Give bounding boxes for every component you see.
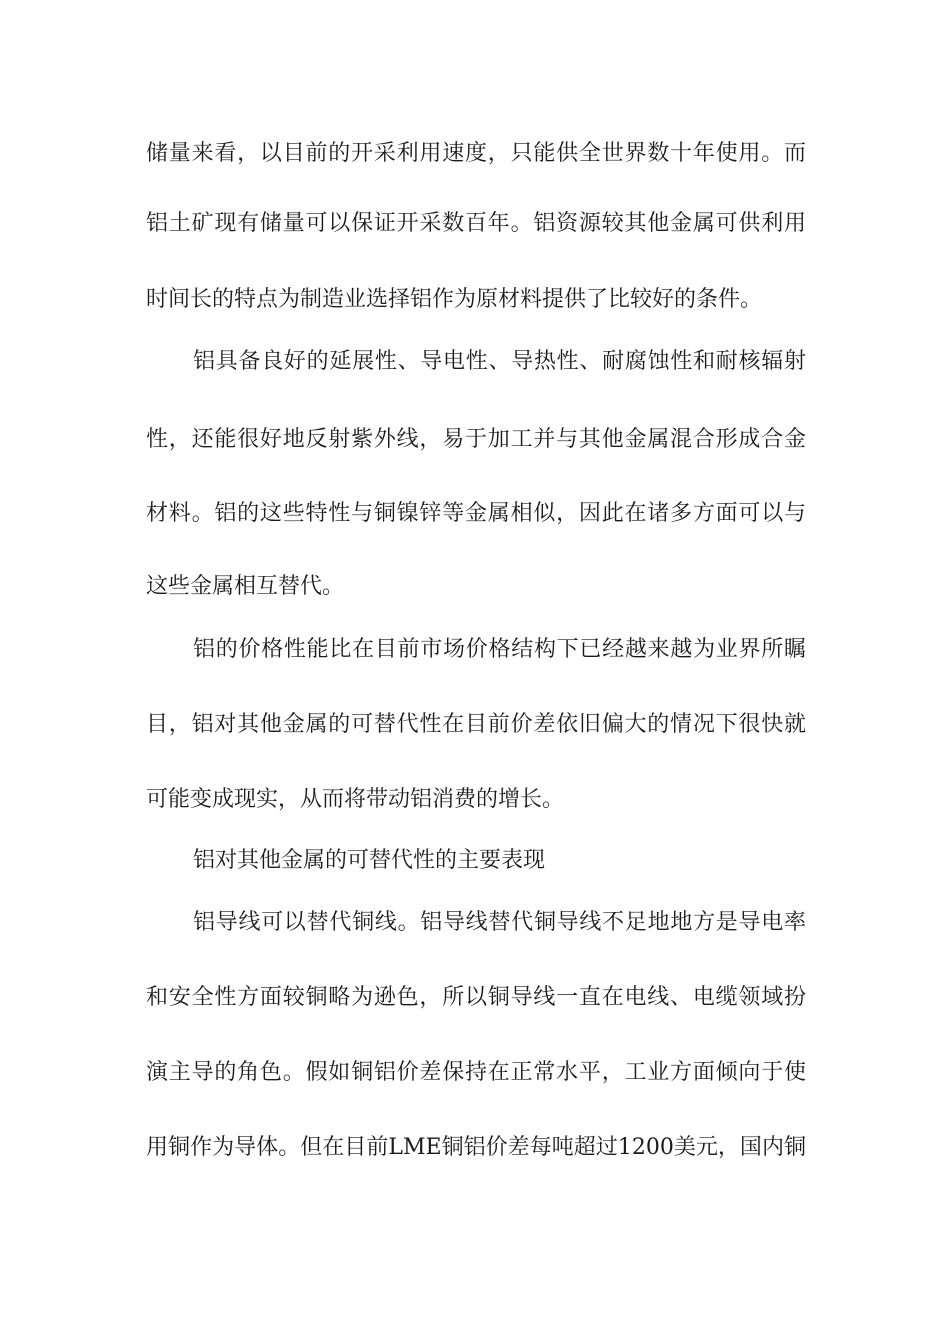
text-line: 演主导的角色。假如铜铝价差保持在正常水平，工业方面倾向于使 xyxy=(146,1060,806,1085)
text-line: 时间长的特点为制造业选择铝作为原材料提供了比较好的条件。 xyxy=(146,287,763,312)
text-line: 和安全性方面较铜略为逊色，所以铜导线一直在电线、电缆领域扮 xyxy=(146,985,806,1010)
text-line: 铝土矿现有储量可以保证开采数百年。铝资源较其他金属可供利用 xyxy=(146,211,806,236)
text-line: 用铜作为导体。但在目前LME铜铝价差每吨超过1200美元，国内铜 xyxy=(146,1135,806,1160)
paragraph-first-line: 铝具备良好的延展性、导电性、导热性、耐腐蚀性和耐核辐射 xyxy=(193,349,806,374)
text-line: 可能变成现实，从而将带动铝消费的增长。 xyxy=(146,787,565,812)
text-line: 这些金属相互替代。 xyxy=(146,574,345,599)
text-line: 储量来看，以目前的开采利用速度，只能供全世界数十年使用。而 xyxy=(146,141,806,166)
text-line: 材料。铝的这些特性与铜镍锌等金属相似，因此在诸多方面可以与 xyxy=(146,501,806,526)
paragraph-first-line: 铝的价格性能比在目前市场价格结构下已经越来越为业界所瞩 xyxy=(193,637,806,662)
paragraph-first-line: 铝导线可以替代铜线。铝导线替代铜导线不足地地方是导电率 xyxy=(193,910,806,935)
text-line: 性，还能很好地反射紫外线，易于加工并与其他金属混合形成合金 xyxy=(146,427,806,452)
section-heading: 铝对其他金属的可替代性的主要表现 xyxy=(193,848,546,873)
text-line: 目，铝对其他金属的可替代性在目前价差依旧偏大的情况下很快就 xyxy=(146,712,806,737)
